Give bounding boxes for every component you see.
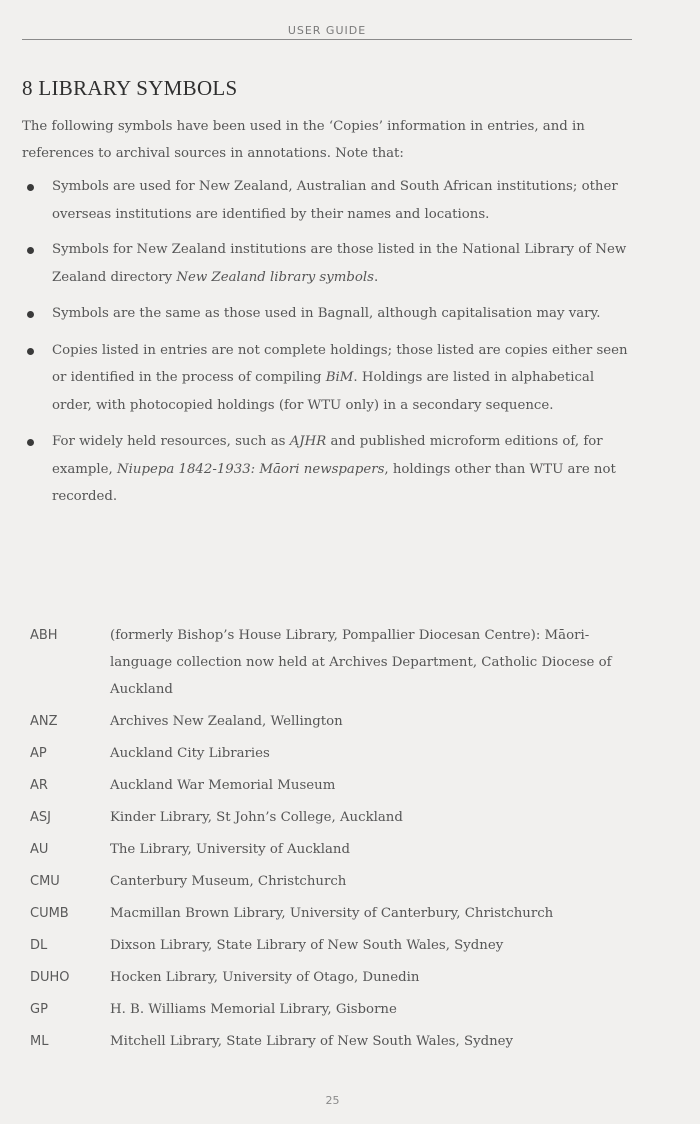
symbol-code: CUMB (30, 906, 69, 921)
symbol-description: Macmillan Brown Library, University of Canterbury, Christchurch (110, 906, 554, 921)
bullet-icon (27, 184, 34, 191)
symbol-description: Archives New Zealand, Wellington (110, 714, 343, 729)
bullet-icon (27, 311, 34, 318)
symbol-description: Mitchell Library, State Library of New South Wales, Sydney (110, 1034, 514, 1049)
running-head: USER GUIDE (287, 24, 367, 37)
symbol-description: Kinder Library, St John’s College, Auckland (110, 810, 403, 825)
list-item-italic: New Zealand library symbols (176, 269, 374, 285)
symbol-row (30, 1028, 640, 1055)
list-item-italic: AJHR (289, 434, 327, 449)
symbol-row (30, 772, 640, 799)
list-item (22, 428, 637, 511)
symbol-code: DUHO (30, 970, 70, 985)
symbol-code: CMU (30, 874, 60, 889)
symbol-row (30, 836, 640, 863)
symbol-row (30, 964, 640, 991)
symbol-code: AU (30, 842, 49, 857)
list-item-text: and published microform editions of, for example, (52, 434, 603, 477)
symbol-code: ABH (30, 628, 58, 643)
list-item-text: Symbols are used for New Zealand, Australian and South African institutions; other overseas institutions are identified by their names and locations. (52, 179, 618, 222)
symbol-description: H. B. Williams Memorial Library, Gisborne (110, 1002, 397, 1017)
list-item-text: For widely held resources, such as (52, 434, 290, 449)
list-item-text: . Holdings are listed in alphabetical order, with photocopied holdings (for WTU only) in a secondary sequence. (52, 370, 595, 413)
header-rule (22, 39, 632, 40)
list-item (22, 300, 637, 328)
list-item-text: . (373, 269, 379, 285)
symbol-description: Canterbury Museum, Christchurch (110, 874, 347, 889)
list-item (22, 337, 637, 420)
symbol-code: AR (30, 778, 48, 793)
list-item-italic: Niupepa 1842-1933: Māori newspapers (117, 461, 385, 477)
symbol-description: Auckland City Libraries (110, 746, 270, 761)
bullet-icon (27, 247, 34, 254)
symbol-code: DL (30, 938, 48, 953)
symbol-table (30, 622, 640, 1060)
symbol-code: GP (30, 1002, 48, 1017)
list-item-text: Symbols for New Zealand institutions are those listed in the National Library of New Zealand directory (52, 242, 627, 285)
list-item (22, 173, 637, 228)
notes-list (22, 173, 637, 521)
section-title: 8 LIBRARY SYMBOLS (22, 76, 238, 100)
symbol-row (30, 622, 640, 703)
symbol-description: Hocken Library, University of Otago, Dunedin (110, 970, 420, 985)
symbol-code: AP (30, 746, 47, 761)
list-item-text: , holdings other than WTU are not recorded. (52, 461, 616, 504)
page-number: 25 (325, 1094, 340, 1107)
symbol-row (30, 932, 640, 959)
symbol-row (30, 900, 640, 927)
symbol-code: ML (30, 1034, 49, 1049)
symbol-description: The Library, University of Auckland (110, 842, 350, 857)
symbol-row (30, 804, 640, 831)
symbol-description: Dixson Library, State Library of New South Wales, Sydney (110, 938, 504, 953)
symbol-code: ASJ (30, 810, 51, 825)
symbol-row (30, 740, 640, 767)
list-item-italic: BiM (325, 370, 354, 385)
list-item-text: Copies listed in entries are not complete holdings; those listed are copies either seen or identified in the process of compiling (52, 342, 628, 385)
list-item (22, 236, 637, 291)
symbol-row (30, 708, 640, 735)
symbol-row (30, 868, 640, 895)
list-item-text: Symbols are the same as those used in Bagnall, although capitalisation may vary. (52, 306, 601, 321)
bullet-icon (27, 348, 34, 355)
intro-paragraph: The following symbols have been used in the ‘Copies’ information in entries, and in references to archival sources in annotations. Note that: (22, 119, 585, 161)
symbol-row (30, 996, 640, 1023)
symbol-description: Auckland War Memorial Museum (110, 778, 336, 793)
bullet-icon (27, 439, 34, 446)
symbol-code: ANZ (30, 714, 58, 729)
symbol-description: (formerly Bishop’s House Library, Pompallier Diocesan Centre): Māori-language collection now held at Archives Department, Catholic Diocese of Auckland (110, 628, 612, 697)
